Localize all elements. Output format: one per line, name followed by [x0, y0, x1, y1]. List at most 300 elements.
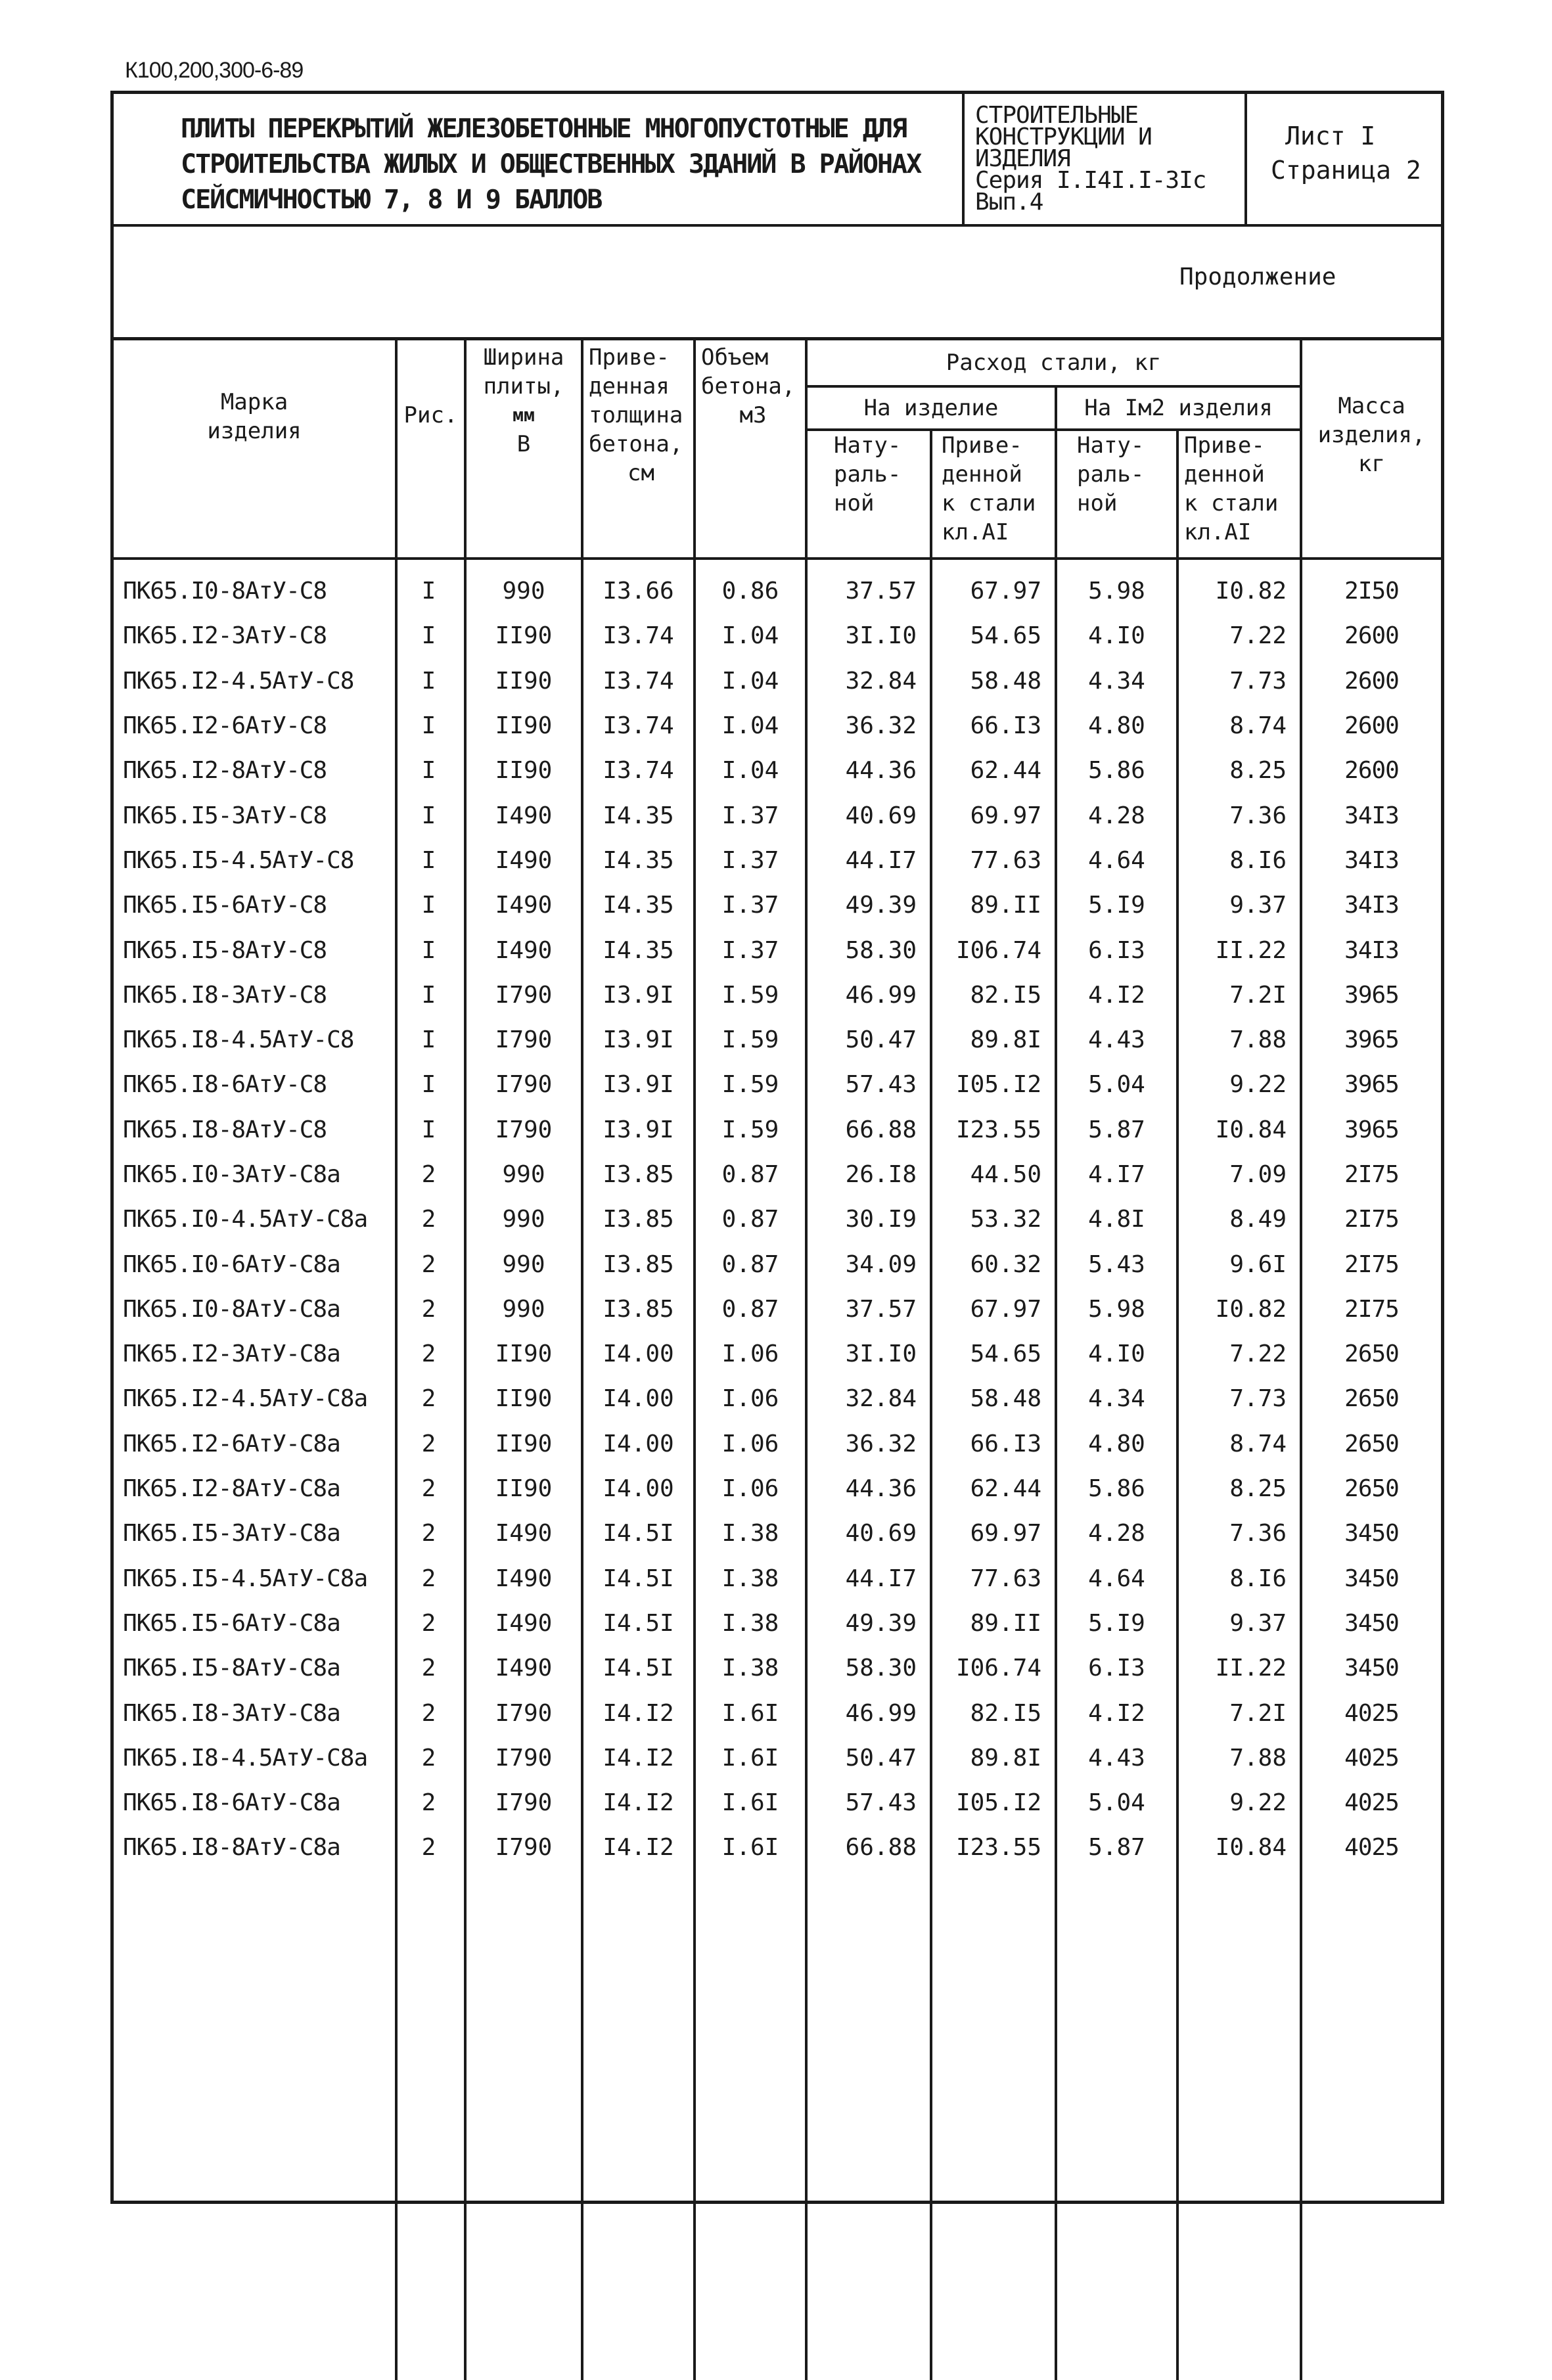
- item-natural-cell: 46.99: [806, 973, 931, 1017]
- item-natural-cell: 44.36: [806, 1466, 931, 1511]
- empty-cell: [1056, 1870, 1177, 2380]
- mass-cell: 34I3: [1301, 838, 1441, 882]
- item-reduced-cell: 54.65: [931, 614, 1056, 658]
- empty-cell: [1301, 1870, 1441, 2380]
- item-reduced-cell: 89.II: [931, 883, 1056, 928]
- mark-cell: ПК65.I0-4.5АтУ-С8а: [114, 1197, 396, 1242]
- m2-natural-cell: 5.04: [1056, 1063, 1177, 1107]
- volume-cell: I.37: [695, 838, 806, 882]
- series-line: Серия I.I4I.I-3Ic: [975, 170, 1244, 191]
- volume-cell: I.6I: [695, 1735, 806, 1780]
- thickness-cell: I4.5I: [582, 1511, 695, 1556]
- mass-cell: 2650: [1301, 1421, 1441, 1466]
- empty-cell: [396, 1870, 465, 2380]
- figure-cell: 2: [396, 1511, 465, 1556]
- mark-cell: ПК65.I2-6АтУ-С8а: [114, 1421, 396, 1466]
- figure-cell: 2: [396, 1377, 465, 1421]
- table-row: [114, 1735, 1441, 1780]
- figure-cell: 2: [396, 1646, 465, 1691]
- m2-natural-cell: 4.I7: [1056, 1152, 1177, 1197]
- thickness-cell: I4.5I: [582, 1556, 695, 1601]
- thickness-cell: I4.I2: [582, 1781, 695, 1825]
- width-cell: II90: [465, 658, 582, 703]
- mark-cell: ПК65.I8-6АтУ-С8а: [114, 1781, 396, 1825]
- header-item-natural: Нату- раль- ной: [806, 430, 931, 559]
- m2-reduced-cell: 7.73: [1177, 658, 1301, 703]
- width-cell: I790: [465, 1691, 582, 1735]
- figure-cell: I: [396, 928, 465, 973]
- mark-cell: ПК65.I5-3АтУ-С8а: [114, 1511, 396, 1556]
- mass-cell: 2I75: [1301, 1242, 1441, 1287]
- m2-natural-cell: 4.28: [1056, 1511, 1177, 1556]
- volume-cell: 0.87: [695, 1242, 806, 1287]
- volume-cell: I.37: [695, 883, 806, 928]
- width-cell: I790: [465, 1017, 582, 1062]
- mark-cell: ПК65.I2-8АтУ-С8а: [114, 1466, 396, 1511]
- item-reduced-cell: 67.97: [931, 559, 1056, 614]
- title-line: СТРОИТЕЛЬСТВА ЖИЛЫХ И ОБЩЕСТВЕННЫХ ЗДАНИЙ В РАЙОНАХ: [181, 147, 962, 182]
- item-reduced-cell: 58.48: [931, 658, 1056, 703]
- m2-natural-cell: 4.43: [1056, 1017, 1177, 1062]
- mark-cell: ПК65.I5-6АтУ-С8а: [114, 1601, 396, 1645]
- width-cell: I490: [465, 1646, 582, 1691]
- table-row: [114, 1242, 1441, 1287]
- empty-cell: [465, 1870, 582, 2380]
- thickness-cell: I4.I2: [582, 1825, 695, 1870]
- volume-cell: 0.87: [695, 1152, 806, 1197]
- mass-cell: 3965: [1301, 973, 1441, 1017]
- series-line: КОНСТРУКЦИИ И: [975, 126, 1244, 148]
- item-reduced-cell: I05.I2: [931, 1781, 1056, 1825]
- thickness-cell: I4.00: [582, 1421, 695, 1466]
- item-natural-cell: 40.69: [806, 1511, 931, 1556]
- m2-reduced-cell: 7.09: [1177, 1152, 1301, 1197]
- width-cell: I790: [465, 973, 582, 1017]
- table-row: [114, 1377, 1441, 1421]
- m2-reduced-cell: 7.2I: [1177, 1691, 1301, 1735]
- thickness-cell: I3.9I: [582, 1063, 695, 1107]
- m2-natural-cell: 4.34: [1056, 658, 1177, 703]
- m2-natural-cell: 4.64: [1056, 1556, 1177, 1601]
- width-cell: II90: [465, 1466, 582, 1511]
- item-natural-cell: 40.69: [806, 793, 931, 838]
- figure-cell: 2: [396, 1287, 465, 1331]
- m2-natural-cell: 5.43: [1056, 1242, 1177, 1287]
- mass-cell: 2I75: [1301, 1152, 1441, 1197]
- table-row: [114, 1825, 1441, 1870]
- m2-reduced-cell: 7.2I: [1177, 973, 1301, 1017]
- m2-reduced-cell: 7.22: [1177, 614, 1301, 658]
- m2-reduced-cell: 8.49: [1177, 1197, 1301, 1242]
- item-reduced-cell: 54.65: [931, 1332, 1056, 1377]
- table-row: [114, 703, 1441, 748]
- item-natural-cell: 37.57: [806, 1287, 931, 1331]
- width-cell: I790: [465, 1735, 582, 1780]
- continuation-label: Продолжение: [1179, 263, 1336, 290]
- volume-cell: 0.86: [695, 559, 806, 614]
- figure-cell: I: [396, 1107, 465, 1152]
- table-row: [114, 1017, 1441, 1062]
- empty-cell: [695, 1870, 806, 2380]
- series-info: [965, 94, 1247, 224]
- mass-cell: 4025: [1301, 1781, 1441, 1825]
- header-per-item: На изделие: [806, 386, 1056, 430]
- figure-cell: 2: [396, 1421, 465, 1466]
- title-block: [114, 94, 1441, 227]
- m2-natural-cell: 5.04: [1056, 1781, 1177, 1825]
- table-row: [114, 1107, 1441, 1152]
- header-m2-natural: Нату- раль- ной: [1056, 430, 1177, 559]
- width-cell: I490: [465, 1556, 582, 1601]
- figure-cell: 2: [396, 1466, 465, 1511]
- thickness-cell: I3.9I: [582, 1017, 695, 1062]
- m2-reduced-cell: 7.22: [1177, 1332, 1301, 1377]
- figure-cell: 2: [396, 1735, 465, 1780]
- width-cell: I790: [465, 1781, 582, 1825]
- mark-cell: ПК65.I0-3АтУ-С8а: [114, 1152, 396, 1197]
- volume-cell: I.04: [695, 748, 806, 793]
- empty-cell: [1177, 1870, 1301, 2380]
- m2-reduced-cell: 7.36: [1177, 1511, 1301, 1556]
- m2-natural-cell: 4.43: [1056, 1735, 1177, 1780]
- m2-reduced-cell: 8.I6: [1177, 1556, 1301, 1601]
- thickness-cell: I4.I2: [582, 1691, 695, 1735]
- table-row: [114, 1646, 1441, 1691]
- item-natural-cell: 46.99: [806, 1691, 931, 1735]
- item-reduced-cell: 77.63: [931, 1556, 1056, 1601]
- thickness-cell: I3.74: [582, 748, 695, 793]
- m2-reduced-cell: 8.25: [1177, 1466, 1301, 1511]
- m2-reduced-cell: 9.6I: [1177, 1242, 1301, 1287]
- mark-cell: ПК65.I8-3АтУ-С8: [114, 973, 396, 1017]
- figure-cell: 2: [396, 1556, 465, 1601]
- title-line: ПЛИТЫ ПЕРЕКРЫТИЙ ЖЕЛЕЗОБЕТОННЫЕ МНОГОПУСТОТНЫЕ ДЛЯ: [181, 111, 962, 147]
- m2-natural-cell: 6.I3: [1056, 1646, 1177, 1691]
- m2-reduced-cell: 7.88: [1177, 1017, 1301, 1062]
- width-cell: 990: [465, 1152, 582, 1197]
- volume-cell: I.04: [695, 703, 806, 748]
- m2-reduced-cell: II.22: [1177, 1646, 1301, 1691]
- thickness-cell: I3.74: [582, 614, 695, 658]
- width-cell: I490: [465, 1511, 582, 1556]
- m2-natural-cell: 5.87: [1056, 1107, 1177, 1152]
- m2-natural-cell: 6.I3: [1056, 928, 1177, 973]
- document-title: [114, 94, 965, 224]
- header-m2-reduced: Приве- денной к стали кл.AI: [1177, 430, 1301, 559]
- mark-cell: ПК65.I5-4.5АтУ-С8а: [114, 1556, 396, 1601]
- volume-cell: I.59: [695, 1107, 806, 1152]
- item-reduced-cell: 82.I5: [931, 1691, 1056, 1735]
- mass-cell: 4025: [1301, 1735, 1441, 1780]
- item-natural-cell: 3I.I0: [806, 1332, 931, 1377]
- mark-cell: ПК65.I2-6АтУ-С8: [114, 703, 396, 748]
- table-row: [114, 1152, 1441, 1197]
- mass-cell: 2600: [1301, 658, 1441, 703]
- table-row: [114, 614, 1441, 658]
- thickness-cell: I4.35: [582, 928, 695, 973]
- figure-cell: 2: [396, 1197, 465, 1242]
- volume-cell: I.38: [695, 1646, 806, 1691]
- volume-cell: I.6I: [695, 1691, 806, 1735]
- item-reduced-cell: I23.55: [931, 1107, 1056, 1152]
- document-code: К100,200,300-6-89: [125, 58, 303, 83]
- m2-natural-cell: 4.64: [1056, 838, 1177, 882]
- thickness-cell: I3.85: [582, 1242, 695, 1287]
- mass-cell: 3965: [1301, 1107, 1441, 1152]
- item-natural-cell: 57.43: [806, 1781, 931, 1825]
- empty-cell: [582, 1870, 695, 2380]
- table-row: [114, 838, 1441, 882]
- item-natural-cell: 66.88: [806, 1107, 931, 1152]
- mass-cell: 2600: [1301, 614, 1441, 658]
- table-body: [114, 559, 1441, 2380]
- mark-cell: ПК65.I0-8АтУ-С8: [114, 559, 396, 614]
- m2-natural-cell: 5.98: [1056, 1287, 1177, 1331]
- figure-cell: I: [396, 703, 465, 748]
- volume-cell: I.37: [695, 928, 806, 973]
- mass-cell: 2600: [1301, 748, 1441, 793]
- figure-cell: I: [396, 559, 465, 614]
- m2-natural-cell: 4.I2: [1056, 973, 1177, 1017]
- item-natural-cell: 49.39: [806, 1601, 931, 1645]
- m2-natural-cell: 4.I0: [1056, 1332, 1177, 1377]
- item-natural-cell: 66.88: [806, 1825, 931, 1870]
- volume-cell: I.06: [695, 1466, 806, 1511]
- figure-cell: I: [396, 973, 465, 1017]
- mass-cell: 2I50: [1301, 559, 1441, 614]
- mark-cell: ПК65.I8-8АтУ-С8а: [114, 1825, 396, 1870]
- item-natural-cell: 30.I9: [806, 1197, 931, 1242]
- thickness-cell: I4.5I: [582, 1601, 695, 1645]
- item-natural-cell: 58.30: [806, 1646, 931, 1691]
- thickness-cell: I3.74: [582, 658, 695, 703]
- m2-natural-cell: 5.86: [1056, 748, 1177, 793]
- table-row: [114, 1691, 1441, 1735]
- m2-reduced-cell: I0.82: [1177, 559, 1301, 614]
- item-reduced-cell: 82.I5: [931, 973, 1056, 1017]
- table-row: [114, 1781, 1441, 1825]
- m2-natural-cell: 4.I2: [1056, 1691, 1177, 1735]
- figure-cell: 2: [396, 1242, 465, 1287]
- volume-cell: I.59: [695, 1063, 806, 1107]
- width-cell: I490: [465, 883, 582, 928]
- item-reduced-cell: 89.II: [931, 1601, 1056, 1645]
- table-row: [114, 658, 1441, 703]
- mass-cell: 34I3: [1301, 928, 1441, 973]
- table-row: [114, 793, 1441, 838]
- mass-cell: 2I75: [1301, 1197, 1441, 1242]
- item-natural-cell: 37.57: [806, 559, 931, 614]
- thickness-cell: I4.00: [582, 1466, 695, 1511]
- volume-cell: I.06: [695, 1421, 806, 1466]
- item-reduced-cell: I05.I2: [931, 1063, 1056, 1107]
- table-row: [114, 1511, 1441, 1556]
- m2-reduced-cell: 8.25: [1177, 748, 1301, 793]
- width-cell: II90: [465, 1332, 582, 1377]
- mass-cell: 34I3: [1301, 883, 1441, 928]
- item-reduced-cell: 44.50: [931, 1152, 1056, 1197]
- mark-cell: ПК65.I8-4.5АтУ-С8: [114, 1017, 396, 1062]
- item-reduced-cell: 66.I3: [931, 1421, 1056, 1466]
- m2-reduced-cell: 8.74: [1177, 1421, 1301, 1466]
- m2-reduced-cell: 7.36: [1177, 793, 1301, 838]
- figure-cell: I: [396, 658, 465, 703]
- figure-cell: 2: [396, 1152, 465, 1197]
- table-row: [114, 1287, 1441, 1331]
- figure-cell: 2: [396, 1781, 465, 1825]
- table-row: [114, 1421, 1441, 1466]
- mass-cell: 4025: [1301, 1691, 1441, 1735]
- m2-natural-cell: 4.80: [1056, 703, 1177, 748]
- volume-cell: I.38: [695, 1556, 806, 1601]
- figure-cell: 2: [396, 1825, 465, 1870]
- item-natural-cell: 3I.I0: [806, 614, 931, 658]
- header-per-m2: На Iм2 изделия: [1056, 386, 1301, 430]
- m2-reduced-cell: 7.73: [1177, 1377, 1301, 1421]
- volume-cell: I.59: [695, 973, 806, 1017]
- width-cell: II90: [465, 1377, 582, 1421]
- header-figure: Рис.: [396, 339, 465, 559]
- item-natural-cell: 44.I7: [806, 1556, 931, 1601]
- mass-cell: 3450: [1301, 1556, 1441, 1601]
- mass-cell: 3450: [1301, 1646, 1441, 1691]
- table-row: [114, 559, 1441, 614]
- header-item-reduced: Приве- денной к стали кл.AI: [931, 430, 1056, 559]
- volume-cell: I.38: [695, 1511, 806, 1556]
- thickness-cell: I3.9I: [582, 1107, 695, 1152]
- width-cell: II90: [465, 1421, 582, 1466]
- mark-cell: ПК65.I2-3АтУ-С8а: [114, 1332, 396, 1377]
- m2-natural-cell: 5.86: [1056, 1466, 1177, 1511]
- thickness-cell: I4.35: [582, 793, 695, 838]
- item-natural-cell: 50.47: [806, 1735, 931, 1780]
- volume-cell: I.6I: [695, 1825, 806, 1870]
- item-reduced-cell: 89.8I: [931, 1017, 1056, 1062]
- table-row: [114, 1063, 1441, 1107]
- thickness-cell: I4.00: [582, 1377, 695, 1421]
- mark-cell: ПК65.I0-8АтУ-С8а: [114, 1287, 396, 1331]
- figure-cell: 2: [396, 1691, 465, 1735]
- volume-cell: I.06: [695, 1332, 806, 1377]
- table-row: [114, 928, 1441, 973]
- m2-reduced-cell: 9.22: [1177, 1781, 1301, 1825]
- header-mass: Масса изделия, кг: [1301, 339, 1441, 559]
- page-label: Страница 2: [1271, 153, 1448, 187]
- thickness-cell: I4.I2: [582, 1735, 695, 1780]
- mass-cell: 34I3: [1301, 793, 1441, 838]
- mark-cell: ПК65.I2-8АтУ-С8: [114, 748, 396, 793]
- mass-cell: 2650: [1301, 1332, 1441, 1377]
- table-row: [114, 1601, 1441, 1645]
- item-reduced-cell: 62.44: [931, 748, 1056, 793]
- mark-cell: ПК65.I5-4.5АтУ-С8: [114, 838, 396, 882]
- sheet-label: Лист I: [1271, 119, 1448, 153]
- width-cell: II90: [465, 614, 582, 658]
- m2-natural-cell: 4.8I: [1056, 1197, 1177, 1242]
- thickness-cell: I3.9I: [582, 973, 695, 1017]
- item-natural-cell: 58.30: [806, 928, 931, 973]
- item-reduced-cell: 58.48: [931, 1377, 1056, 1421]
- m2-natural-cell: 4.28: [1056, 793, 1177, 838]
- m2-natural-cell: 5.I9: [1056, 883, 1177, 928]
- volume-cell: 0.87: [695, 1287, 806, 1331]
- header-thickness: Приве- денная толщина бетона, см: [582, 339, 695, 559]
- item-natural-cell: 36.32: [806, 703, 931, 748]
- m2-reduced-cell: 8.74: [1177, 703, 1301, 748]
- document-frame: [110, 91, 1444, 2204]
- width-cell: II90: [465, 748, 582, 793]
- mark-cell: ПК65.I8-4.5АтУ-С8а: [114, 1735, 396, 1780]
- width-cell: 990: [465, 1242, 582, 1287]
- empty-cell: [806, 1870, 931, 2380]
- mass-cell: 3450: [1301, 1601, 1441, 1645]
- item-natural-cell: 34.09: [806, 1242, 931, 1287]
- m2-natural-cell: 5.I9: [1056, 1601, 1177, 1645]
- width-cell: I790: [465, 1825, 582, 1870]
- m2-natural-cell: 5.87: [1056, 1825, 1177, 1870]
- width-cell: 990: [465, 1287, 582, 1331]
- m2-reduced-cell: I0.84: [1177, 1107, 1301, 1152]
- mark-cell: ПК65.I5-6АтУ-С8: [114, 883, 396, 928]
- m2-reduced-cell: I0.84: [1177, 1825, 1301, 1870]
- header-mark: Марка изделия: [114, 339, 396, 559]
- volume-cell: 0.87: [695, 1197, 806, 1242]
- width-cell: I490: [465, 1601, 582, 1645]
- item-reduced-cell: 69.97: [931, 1511, 1056, 1556]
- thickness-cell: I3.74: [582, 703, 695, 748]
- table-row: [114, 748, 1441, 793]
- figure-cell: I: [396, 1017, 465, 1062]
- mass-cell: 2600: [1301, 703, 1441, 748]
- item-reduced-cell: 62.44: [931, 1466, 1056, 1511]
- m2-natural-cell: 5.98: [1056, 559, 1177, 614]
- figure-cell: I: [396, 748, 465, 793]
- series-line: Вып.4: [975, 191, 1244, 213]
- m2-natural-cell: 4.I0: [1056, 614, 1177, 658]
- item-reduced-cell: 69.97: [931, 793, 1056, 838]
- thickness-cell: I4.5I: [582, 1646, 695, 1691]
- item-reduced-cell: 66.I3: [931, 703, 1056, 748]
- width-cell: I490: [465, 838, 582, 882]
- mass-cell: 3965: [1301, 1063, 1441, 1107]
- volume-cell: I.37: [695, 793, 806, 838]
- mass-cell: 2I75: [1301, 1287, 1441, 1331]
- mass-cell: 2650: [1301, 1466, 1441, 1511]
- mark-cell: ПК65.I8-6АтУ-С8: [114, 1063, 396, 1107]
- m2-natural-cell: 4.80: [1056, 1421, 1177, 1466]
- item-natural-cell: 44.I7: [806, 838, 931, 882]
- width-cell: 990: [465, 559, 582, 614]
- figure-cell: I: [396, 1063, 465, 1107]
- thickness-cell: I4.00: [582, 1332, 695, 1377]
- sheet-info: [1247, 94, 1448, 224]
- mark-cell: ПК65.I8-8АтУ-С8: [114, 1107, 396, 1152]
- figure-cell: I: [396, 883, 465, 928]
- m2-reduced-cell: 9.37: [1177, 883, 1301, 928]
- thickness-cell: I4.35: [582, 883, 695, 928]
- mark-cell: ПК65.I8-3АтУ-С8а: [114, 1691, 396, 1735]
- item-natural-cell: 36.32: [806, 1421, 931, 1466]
- mark-cell: ПК65.I5-8АтУ-С8: [114, 928, 396, 973]
- m2-reduced-cell: I0.82: [1177, 1287, 1301, 1331]
- item-natural-cell: 32.84: [806, 658, 931, 703]
- header-width: Ширина плиты, мм B: [465, 339, 582, 559]
- volume-cell: I.04: [695, 658, 806, 703]
- m2-reduced-cell: II.22: [1177, 928, 1301, 973]
- empty-cell: [114, 1870, 396, 2380]
- table-row: [114, 1466, 1441, 1511]
- table-row: [114, 883, 1441, 928]
